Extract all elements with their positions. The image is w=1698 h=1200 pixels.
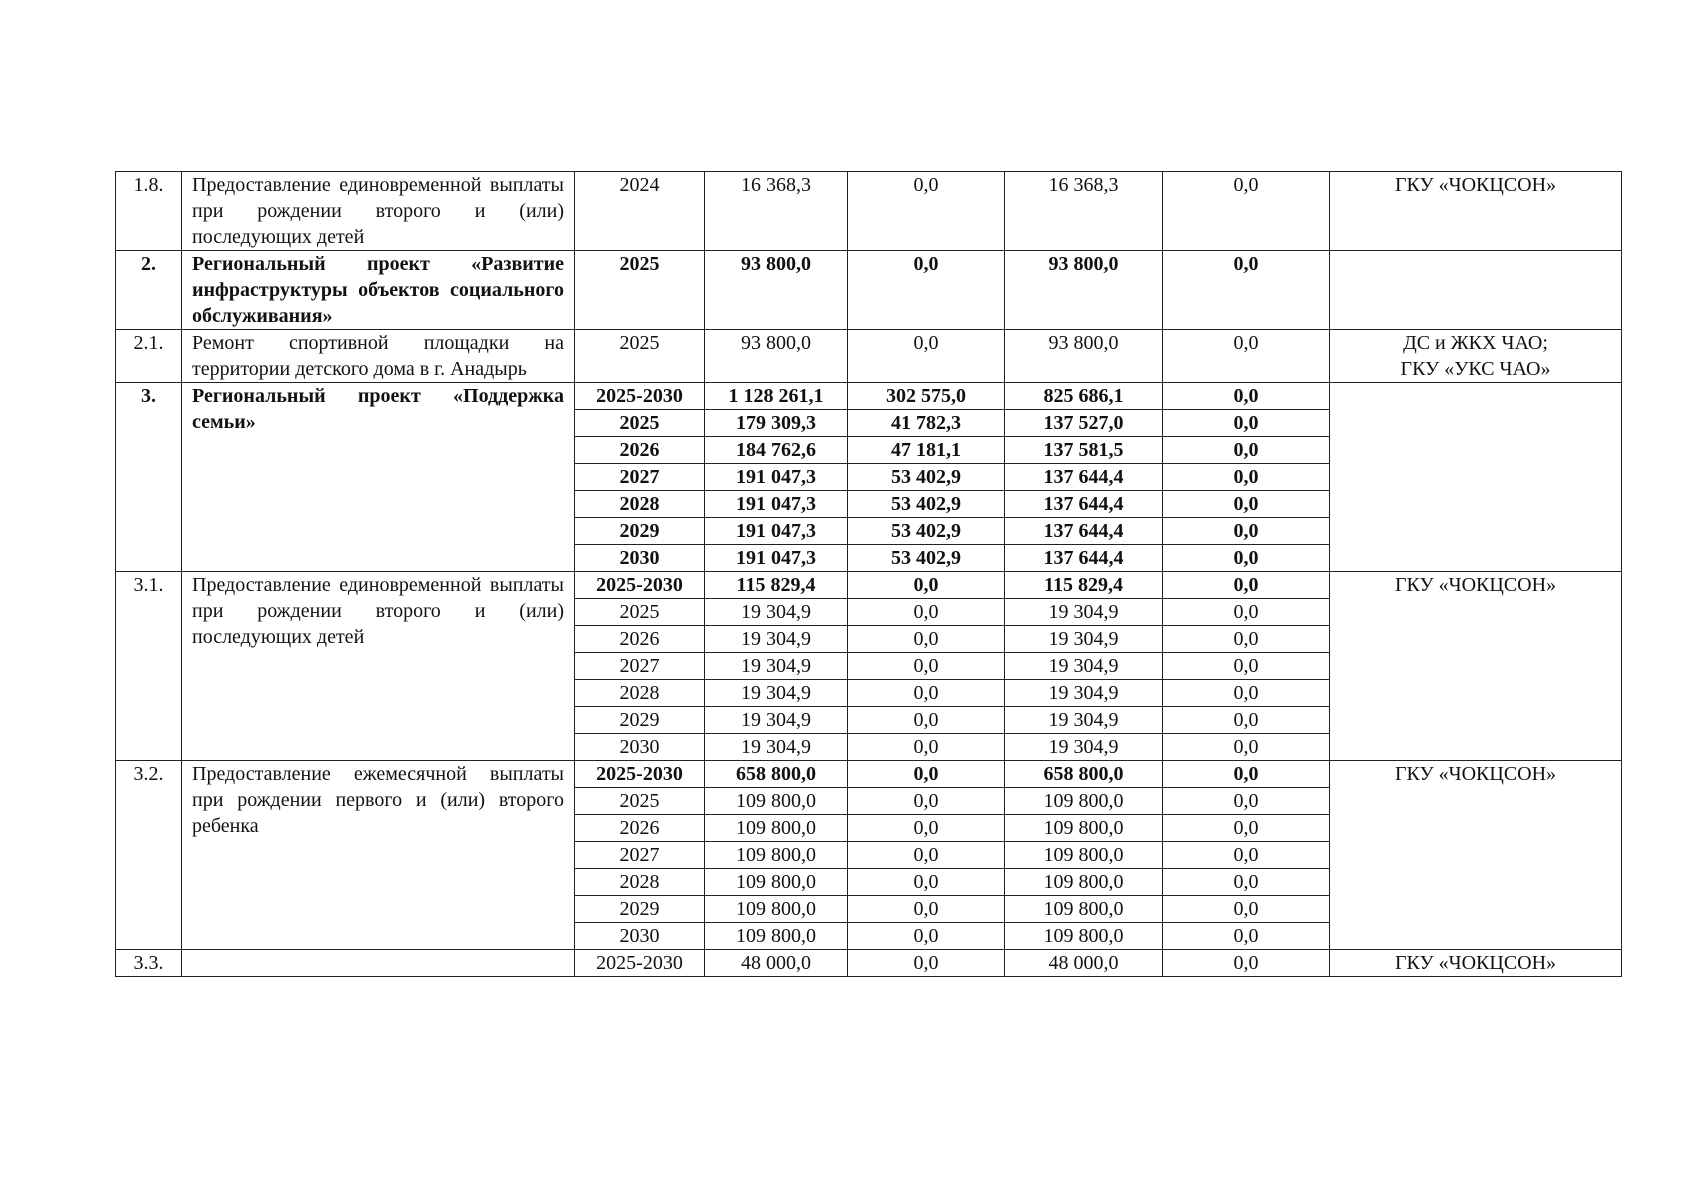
regional-amount: 109 800,0 xyxy=(1005,896,1163,923)
table-row xyxy=(116,172,1622,251)
period-year: 2026 xyxy=(575,626,705,653)
measure-name: Предоставление ежемесячной выплаты при рождении первого и (или) второго ребенка xyxy=(182,761,575,950)
period-year: 2027 xyxy=(575,653,705,680)
regional-amount: 19 304,9 xyxy=(1005,680,1163,707)
other-amount: 0,0 xyxy=(1163,815,1330,842)
federal-amount: 0,0 xyxy=(848,626,1005,653)
row-number: 3.1. xyxy=(116,572,182,761)
total-amount: 109 800,0 xyxy=(705,923,848,950)
period-year: 2025 xyxy=(575,251,705,330)
regional-amount: 109 800,0 xyxy=(1005,869,1163,896)
row-number: 3.3. xyxy=(116,950,182,977)
other-amount: 0,0 xyxy=(1163,464,1330,491)
total-amount: 109 800,0 xyxy=(705,788,848,815)
total-amount: 19 304,9 xyxy=(705,599,848,626)
federal-amount: 0,0 xyxy=(848,950,1005,977)
period-year: 2029 xyxy=(575,707,705,734)
table-row xyxy=(116,950,1622,977)
other-amount: 0,0 xyxy=(1163,518,1330,545)
period-year: 2025-2030 xyxy=(575,950,705,977)
other-amount: 0,0 xyxy=(1163,707,1330,734)
measure-name: Региональный проект «Развитие инфраструктуры объектов социального обслуживания» xyxy=(182,251,575,330)
measure-name: Предоставление единовременной выплаты при рождении второго и (или) последующих детей xyxy=(182,172,575,251)
regional-amount: 109 800,0 xyxy=(1005,923,1163,950)
table-row xyxy=(116,330,1622,383)
period-year: 2028 xyxy=(575,491,705,518)
regional-amount: 48 000,0 xyxy=(1005,950,1163,977)
period-year: 2030 xyxy=(575,734,705,761)
regional-amount: 137 644,4 xyxy=(1005,518,1163,545)
other-amount: 0,0 xyxy=(1163,545,1330,572)
federal-amount: 0,0 xyxy=(848,869,1005,896)
federal-amount: 0,0 xyxy=(848,599,1005,626)
total-amount: 179 309,3 xyxy=(705,410,848,437)
period-year: 2027 xyxy=(575,464,705,491)
regional-amount: 19 304,9 xyxy=(1005,653,1163,680)
total-amount: 48 000,0 xyxy=(705,950,848,977)
federal-amount: 53 402,9 xyxy=(848,518,1005,545)
regional-amount: 137 644,4 xyxy=(1005,464,1163,491)
total-amount: 19 304,9 xyxy=(705,653,848,680)
total-amount: 191 047,3 xyxy=(705,518,848,545)
funding-table xyxy=(115,171,1622,977)
table-row xyxy=(116,251,1622,330)
executor xyxy=(1330,251,1622,330)
federal-amount: 0,0 xyxy=(848,707,1005,734)
total-amount: 658 800,0 xyxy=(705,761,848,788)
other-amount: 0,0 xyxy=(1163,410,1330,437)
regional-amount: 93 800,0 xyxy=(1005,330,1163,383)
period-year: 2029 xyxy=(575,896,705,923)
row-number: 2. xyxy=(116,251,182,330)
table-row xyxy=(116,572,1622,599)
other-amount: 0,0 xyxy=(1163,842,1330,869)
regional-amount: 658 800,0 xyxy=(1005,761,1163,788)
other-amount: 0,0 xyxy=(1163,653,1330,680)
federal-amount: 0,0 xyxy=(848,653,1005,680)
federal-amount: 0,0 xyxy=(848,923,1005,950)
period-year: 2027 xyxy=(575,842,705,869)
other-amount: 0,0 xyxy=(1163,788,1330,815)
federal-amount: 0,0 xyxy=(848,815,1005,842)
period-year: 2026 xyxy=(575,815,705,842)
other-amount: 0,0 xyxy=(1163,869,1330,896)
other-amount: 0,0 xyxy=(1163,572,1330,599)
period-year: 2029 xyxy=(575,518,705,545)
other-amount: 0,0 xyxy=(1163,599,1330,626)
measure-name: Ремонт спортивной площадки на территории детского дома в г. Анадырь xyxy=(182,330,575,383)
federal-amount: 302 575,0 xyxy=(848,383,1005,410)
federal-amount: 0,0 xyxy=(848,572,1005,599)
federal-amount: 53 402,9 xyxy=(848,464,1005,491)
federal-amount: 0,0 xyxy=(848,761,1005,788)
total-amount: 19 304,9 xyxy=(705,680,848,707)
other-amount: 0,0 xyxy=(1163,950,1330,977)
period-year: 2028 xyxy=(575,869,705,896)
other-amount: 0,0 xyxy=(1163,626,1330,653)
period-year: 2025-2030 xyxy=(575,572,705,599)
period-year: 2025 xyxy=(575,788,705,815)
total-amount: 109 800,0 xyxy=(705,869,848,896)
other-amount: 0,0 xyxy=(1163,251,1330,330)
total-amount: 19 304,9 xyxy=(705,707,848,734)
total-amount: 184 762,6 xyxy=(705,437,848,464)
period-year: 2024 xyxy=(575,172,705,251)
regional-amount: 19 304,9 xyxy=(1005,626,1163,653)
total-amount: 109 800,0 xyxy=(705,896,848,923)
period-year: 2030 xyxy=(575,923,705,950)
other-amount: 0,0 xyxy=(1163,680,1330,707)
period-year: 2025 xyxy=(575,410,705,437)
total-amount: 16 368,3 xyxy=(705,172,848,251)
total-amount: 109 800,0 xyxy=(705,815,848,842)
regional-amount: 137 644,4 xyxy=(1005,545,1163,572)
regional-amount: 137 527,0 xyxy=(1005,410,1163,437)
total-amount: 19 304,9 xyxy=(705,626,848,653)
period-year: 2026 xyxy=(575,437,705,464)
other-amount: 0,0 xyxy=(1163,330,1330,383)
other-amount: 0,0 xyxy=(1163,172,1330,251)
regional-amount: 825 686,1 xyxy=(1005,383,1163,410)
regional-amount: 137 644,4 xyxy=(1005,491,1163,518)
federal-amount: 0,0 xyxy=(848,330,1005,383)
total-amount: 109 800,0 xyxy=(705,842,848,869)
period-year: 2025-2030 xyxy=(575,761,705,788)
regional-amount: 19 304,9 xyxy=(1005,734,1163,761)
executor: ГКУ «ЧОКЦСОН» xyxy=(1330,572,1622,761)
table-row xyxy=(116,383,1622,410)
regional-amount: 109 800,0 xyxy=(1005,842,1163,869)
federal-amount: 41 782,3 xyxy=(848,410,1005,437)
regional-amount: 16 368,3 xyxy=(1005,172,1163,251)
measure-name: Региональный проект «Поддержка семьи» xyxy=(182,383,575,572)
total-amount: 93 800,0 xyxy=(705,251,848,330)
total-amount: 93 800,0 xyxy=(705,330,848,383)
other-amount: 0,0 xyxy=(1163,437,1330,464)
other-amount: 0,0 xyxy=(1163,383,1330,410)
other-amount: 0,0 xyxy=(1163,896,1330,923)
regional-amount: 137 581,5 xyxy=(1005,437,1163,464)
total-amount: 19 304,9 xyxy=(705,734,848,761)
measure-name: Предоставление единовременной выплаты при рождении второго и (или) последующих детей xyxy=(182,572,575,761)
federal-amount: 0,0 xyxy=(848,680,1005,707)
executor: ГКУ «ЧОКЦСОН» xyxy=(1330,950,1622,977)
executor: ДС и ЖКХ ЧАО; ГКУ «УКС ЧАО» xyxy=(1330,330,1622,383)
regional-amount: 93 800,0 xyxy=(1005,251,1163,330)
federal-amount: 0,0 xyxy=(848,842,1005,869)
row-number: 3.2. xyxy=(116,761,182,950)
federal-amount: 0,0 xyxy=(848,734,1005,761)
measure-name xyxy=(182,950,575,977)
regional-amount: 115 829,4 xyxy=(1005,572,1163,599)
executor: ГКУ «ЧОКЦСОН» xyxy=(1330,761,1622,950)
total-amount: 1 128 261,1 xyxy=(705,383,848,410)
regional-amount: 109 800,0 xyxy=(1005,788,1163,815)
regional-amount: 109 800,0 xyxy=(1005,815,1163,842)
total-amount: 191 047,3 xyxy=(705,491,848,518)
total-amount: 191 047,3 xyxy=(705,464,848,491)
federal-amount: 53 402,9 xyxy=(848,545,1005,572)
other-amount: 0,0 xyxy=(1163,491,1330,518)
total-amount: 115 829,4 xyxy=(705,572,848,599)
federal-amount: 53 402,9 xyxy=(848,491,1005,518)
period-year: 2028 xyxy=(575,680,705,707)
period-year: 2030 xyxy=(575,545,705,572)
row-number: 2.1. xyxy=(116,330,182,383)
federal-amount: 0,0 xyxy=(848,788,1005,815)
row-number: 1.8. xyxy=(116,172,182,251)
table-body xyxy=(116,172,1622,977)
federal-amount: 0,0 xyxy=(848,896,1005,923)
executor xyxy=(1330,383,1622,572)
period-year: 2025-2030 xyxy=(575,383,705,410)
regional-amount: 19 304,9 xyxy=(1005,707,1163,734)
federal-amount: 0,0 xyxy=(848,251,1005,330)
federal-amount: 0,0 xyxy=(848,172,1005,251)
row-number: 3. xyxy=(116,383,182,572)
federal-amount: 47 181,1 xyxy=(848,437,1005,464)
regional-amount: 19 304,9 xyxy=(1005,599,1163,626)
other-amount: 0,0 xyxy=(1163,734,1330,761)
total-amount: 191 047,3 xyxy=(705,545,848,572)
period-year: 2025 xyxy=(575,599,705,626)
other-amount: 0,0 xyxy=(1163,761,1330,788)
period-year: 2025 xyxy=(575,330,705,383)
other-amount: 0,0 xyxy=(1163,923,1330,950)
executor: ГКУ «ЧОКЦСОН» xyxy=(1330,172,1622,251)
table-row xyxy=(116,761,1622,788)
